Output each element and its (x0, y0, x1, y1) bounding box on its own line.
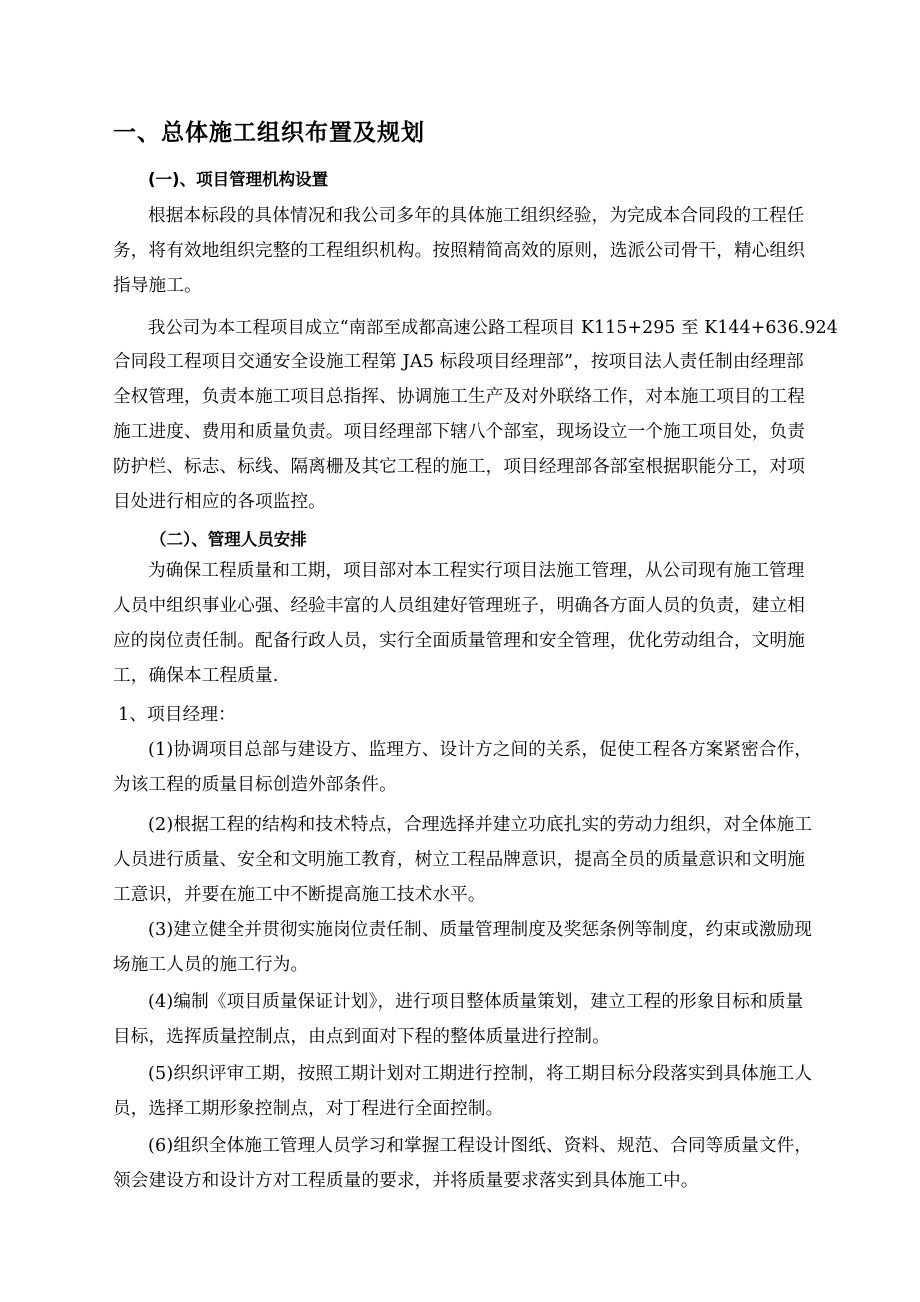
paragraph-line: 我公司为本工程项目成立“南部至成都高速公路工程项目 K115+295 至 K144+636.924 (148, 318, 838, 338)
subsection-heading: 1、项目经理： (118, 705, 236, 725)
list-item-line: (1)协调项目总部与建设方、监理方、设计方之间的关系，促使工程各方案紧密合作， (148, 740, 813, 760)
list-item-line: (2)根据工程的结构和技术特点，合理选择并建立功底扎实的劳动力组织，对全体施工 (148, 815, 813, 835)
list-item-line: 工意识，并要在施工中不断提高施工技术水平。 (113, 885, 486, 905)
paragraph-line: 防护栏、标志、标线、隔离栅及其它工程的施工，项目经理部各部室根据职能分工，对项 (113, 457, 806, 477)
paragraph-line: 指导施工。 (113, 276, 202, 296)
paragraph-line: 人员中组织事业心强、经验丰富的人员组建好管理班子，明确各方面人员的负责，建立相 (113, 596, 806, 616)
section-heading-1: (一)、项目管理机构设置 (148, 170, 329, 189)
list-item-line: (3)建立健全并贯彻实施岗位责任制、质量管理制度及奖惩条例等制度，约束或激励现 (148, 920, 813, 940)
paragraph-line: 施工进度、费用和质量负责。项目经理部下辖八个部室，现场设立一个施工项目处，负责 (113, 422, 806, 442)
document-title: 一、总体施工组织布置及规划 (113, 120, 425, 146)
list-item-line: (5)织织评审工期，按照工期计划对工期进行控制，将工期目标分段落实到具体施工人 (148, 1064, 813, 1084)
list-item-line: (6)组织全体施工管理人员学习和掌握工程设计图纸、资料、规范、合同等质量文件， (148, 1136, 813, 1156)
list-item-line: 人员进行质量、安全和文明施工教育，树立工程品牌意识，提高全员的质量意识和文明施 (113, 850, 806, 870)
paragraph-line: 应的岗位责任制。配备行政人员，实行全面质量管理和安全管理，优化劳动组合，文明施 (113, 631, 806, 651)
section-heading-2: （二）、管理人员安排 (150, 530, 307, 549)
paragraph-line: 为确保工程质量和工期，项目部对本工程实行项目法施工管理，从公司现有施工管理 (148, 561, 805, 581)
paragraph-line: 全权管理，负责本施工项目总指挥、协调施工生产及对外联络工作，对本施工项目的工程 (113, 387, 806, 407)
paragraph-line: 务，将有效地组织完整的工程组织机构。按照精简高效的原则，选派公司骨干，精心组织 (113, 241, 806, 261)
paragraph-line: 工，确保本工程质量. (113, 666, 279, 686)
list-item-line: (4)编制《项目质量保证计划》，进行项目整体质量策划，建立工程的形象目标和质量 (148, 992, 804, 1012)
list-item-line: 员，选择工期形象控制点，对丁程进行全面控制。 (113, 1099, 504, 1119)
list-item-line: 为该工程的质量目标创造外部条件。 (113, 775, 397, 795)
list-item-line: 领会建设方和设计方对工程质量的要求，并将质量要求落实到具体施工中。 (113, 1171, 699, 1191)
paragraph-line: 目处进行相应的各项监控。 (113, 492, 326, 512)
paragraph-line: 合同段工程项目交通安全设施工程第 JA5 标段项目经理部”，按项目法人责任制由经理部 (113, 352, 804, 372)
list-item-line: 目标，选挥质量控制点，由点到面对下程的整体质量进行控制。 (113, 1027, 610, 1047)
paragraph-line: 根据本标段的具体情况和我公司多年的具体施工组织经验，为完成本合同段的工程任 (148, 206, 805, 226)
list-item-line: 场施工人员的施工行为。 (113, 955, 309, 975)
